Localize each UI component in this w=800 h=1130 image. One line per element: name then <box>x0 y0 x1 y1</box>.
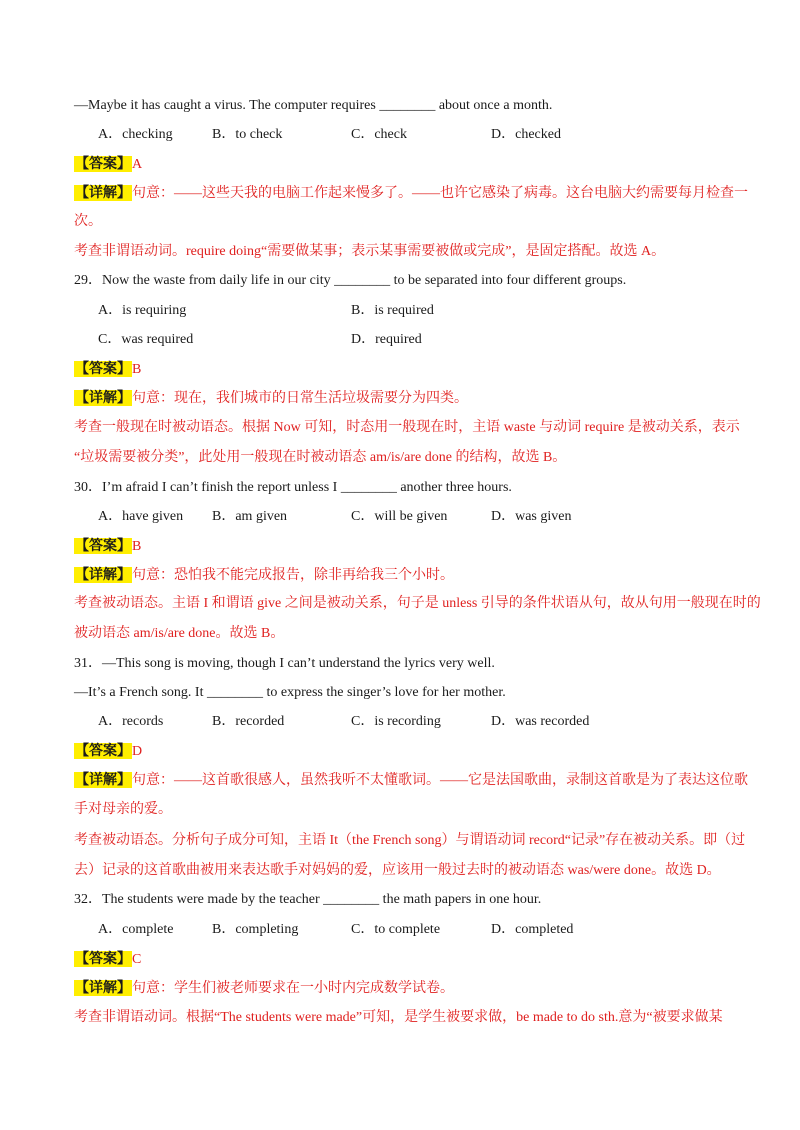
detail-tag: 【详解】 <box>75 185 131 201</box>
q32-detail-line-2: 考查非谓语动词。根据“The students were made”可知，是学生被要求做，be made to do sth.意为“被要求做某 <box>74 1010 723 1025</box>
q30-option-d: D．was given <box>491 509 572 524</box>
question-32-stem: 32．The students were made by the teacher ________ the math papers in one hour. <box>74 892 542 907</box>
q28-option-d: D．checked <box>491 127 561 142</box>
q31-option-c: C．is recording <box>351 714 441 729</box>
q31-option-b: B．recorded <box>212 714 285 729</box>
q29-answer-row <box>74 359 141 380</box>
question-31-stem-line-2: —It’s a French song. It ________ to express the singer’s love for her mother. <box>74 685 506 700</box>
q30-option-b: B．am given <box>212 509 288 524</box>
q28-detail-line-1: 【详解】句意：——这些天我的电脑工作起来慢多了。——也许它感染了病毒。这台电脑大约需要每月检查一 <box>75 185 748 201</box>
answer-tag: 【答案】 <box>75 361 131 377</box>
q32-answer-row <box>74 949 141 970</box>
detail-tag: 【详解】 <box>75 390 131 406</box>
q28-option-c: C．check <box>351 127 407 142</box>
q30-answer: B <box>132 539 142 554</box>
q29-detail-line-3: “垃圾需要被分类”，此处用一般现在时被动语态 am/is/are done 的结构，故选 B。 <box>74 450 567 465</box>
question-30-stem: 30．I’m afraid I can’t finish the report unless I ________ another three hours. <box>74 480 512 495</box>
q32-option-c: C．to complete <box>351 922 441 937</box>
detail-tag: 【详解】 <box>75 772 131 788</box>
q30-detail-line-1: 【详解】句意：恐怕我不能完成报告，除非再给我三个小时。 <box>75 567 454 583</box>
q30-option-a: A．have given <box>98 509 184 524</box>
q31-answer: D <box>132 744 143 759</box>
detail-tag: 【详解】 <box>75 567 131 583</box>
q28-option-a: A．checking <box>98 127 173 142</box>
question-31-stem-line-1: 31．—This song is moving, though I can’t understand the lyrics very well. <box>74 656 495 671</box>
q29-option-c: C．was required <box>98 332 194 347</box>
answer-tag: 【答案】 <box>75 743 131 759</box>
question-29-stem: 29．Now the waste from daily life in our city ________ to be separated into four different groups. <box>74 273 627 288</box>
q32-option-d: D．completed <box>491 922 574 937</box>
question-28-stem: —Maybe it has caught a virus. The computer requires ________ about once a month. <box>74 98 553 113</box>
answer-tag: 【答案】 <box>75 951 131 967</box>
q32-answer: C <box>132 952 142 967</box>
q31-detail-line-2: 手对母亲的爱。 <box>74 802 172 817</box>
q29-option-d: D．required <box>351 332 422 347</box>
q29-detail-line-2: 考查一般现在时被动语态。根据 Now 可知，时态用一般现在时，主语 waste 与动词 require 是被动关系，表示 <box>74 420 740 435</box>
q28-detail-line-2: 次。 <box>74 214 102 229</box>
q30-detail-line-3: 被动语态 am/is/are done。故选 B。 <box>74 626 285 641</box>
q32-option-b: B．completing <box>212 922 299 937</box>
q31-detail-line-3: 考查被动语态。分析句子成分可知，主语 It（the French song）与谓语动词 record“记录”存在被动关系。即（过 <box>74 833 746 848</box>
q30-answer-row <box>74 536 141 557</box>
q32-option-a: A．complete <box>98 922 174 937</box>
q29-answer: B <box>132 362 142 377</box>
q30-option-c: C．will be given <box>351 509 448 524</box>
q31-answer-row <box>74 741 142 762</box>
q28-detail-line-3: 考查非谓语动词。require doing“需要做某事；表示某事需要被做或完成”，是固定搭配。故选 A。 <box>74 244 666 259</box>
q32-detail-line-1: 【详解】句意：学生们被老师要求在一小时内完成数学试卷。 <box>75 980 454 996</box>
q29-option-b: B．is required <box>351 303 434 318</box>
answer-tag: 【答案】 <box>75 538 131 554</box>
q28-answer-row <box>74 154 142 175</box>
q31-option-d: D．was recorded <box>491 714 590 729</box>
detail-tag: 【详解】 <box>75 980 131 996</box>
q28-answer: A <box>132 157 143 172</box>
q29-option-a: A．is requiring <box>98 303 187 318</box>
q30-detail-line-2: 考查被动语态。主语 I 和谓语 give 之间是被动关系，句子是 unless 引导的条件状语从句，故从句用一般现在时的 <box>74 596 761 611</box>
answer-tag: 【答案】 <box>75 156 131 172</box>
q31-option-a: A．records <box>98 714 164 729</box>
q28-option-b: B．to check <box>212 127 283 142</box>
q31-detail-line-4: 去）记录的这首歌曲被用来表达歌手对妈妈的爱，应该用一般过去时的被动语态 was/were done。故选 D。 <box>74 863 721 878</box>
q29-detail-line-1: 【详解】句意：现在，我们城市的日常生活垃圾需要分为四类。 <box>75 390 468 406</box>
q31-detail-line-1: 【详解】句意：——这首歌很感人，虽然我听不太懂歌词。——它是法国歌曲，录制这首歌是为了表达这位歌 <box>75 772 748 788</box>
